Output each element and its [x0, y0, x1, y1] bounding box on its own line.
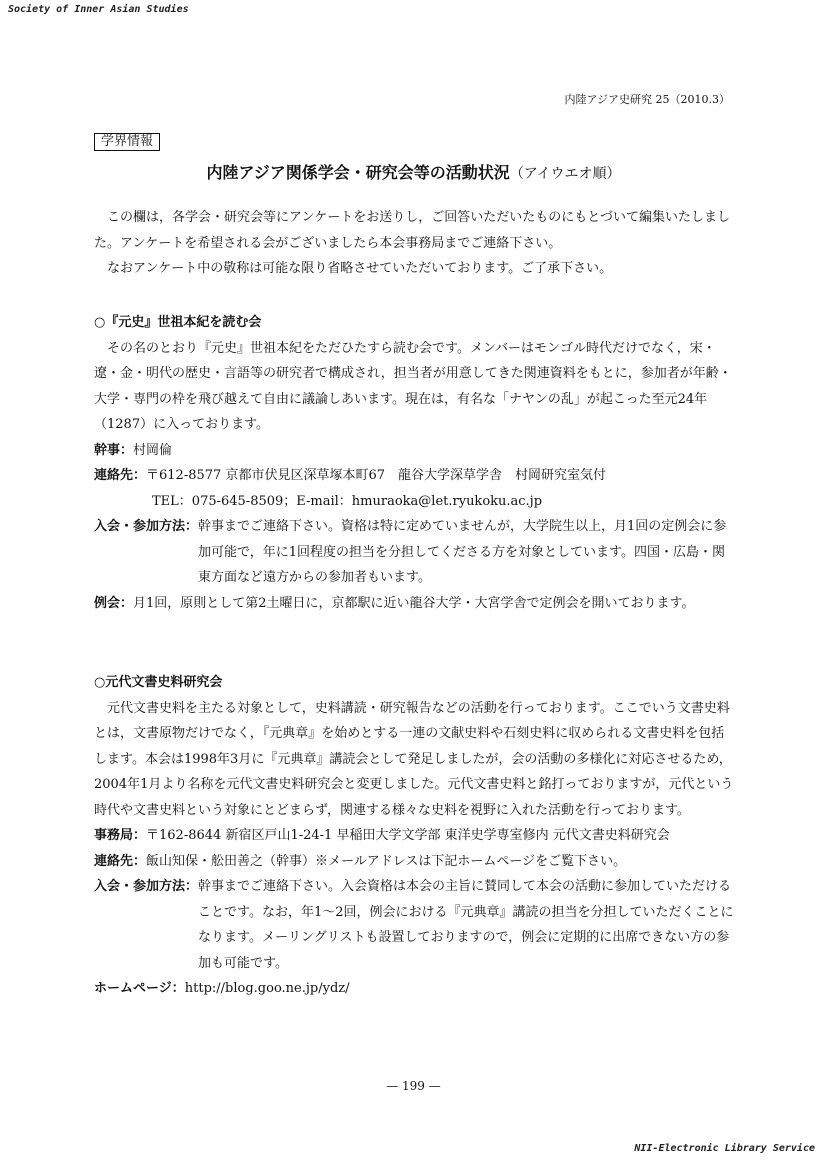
contact-tel-email: TEL：075-645-8509；E-mail：hmuraoka@let.ryukoku.ac.jp	[152, 493, 543, 509]
field-value: 〒162-8644 新宿区戸山1-24-1 早稲田大学文学部 東洋史学専室修内 元代文書史料研究会	[146, 828, 670, 843]
bottom-banner: NII-Electronic Library Service	[634, 1143, 815, 1154]
field-value: 〒612-8577 京都市伏見区深草塚本町67 龍谷大学深草学舎 村岡研究室気付	[146, 468, 606, 483]
society-heading: ○元代文書史料研究会	[94, 675, 223, 690]
field-value: 村岡倫	[133, 442, 173, 458]
society-genshi-reading-group	[94, 310, 734, 616]
field-label: 連絡先：	[94, 468, 147, 483]
intro-paragraph: なおアンケート中の敬称は可能な限り省略させていただいております。ご了承下さい。	[107, 261, 613, 276]
page-title-main: 内陸アジア関係学会・研究会等の活動状況	[206, 163, 510, 182]
journal-header: 内陸アジア史研究 25（2010.3）	[564, 93, 730, 106]
page-title-sub: （アイウエオ順）	[509, 166, 621, 182]
field-label: 例会：	[94, 595, 134, 611]
section-tag: 学界情報	[94, 133, 160, 151]
join-method-field	[94, 514, 734, 591]
field-value: 幹事までご連絡下さい。入会資格は本会の主旨に賛同して本会の活動に参加していただけることです。なお，年1～2回，例会における『元典章』講読の担当を分担していただくことになります。メーリングリストも設置しておりますので，例会に定期的に出席できない方の参加も可能です。	[198, 879, 734, 971]
contact-field	[94, 849, 734, 875]
field-label: 事務局：	[94, 828, 147, 843]
field-label: 連絡先：	[94, 853, 147, 869]
society-heading: ○『元史』世祖本紀を読む会	[94, 315, 262, 330]
field-value: 月1回，原則として第2土曜日に，京都駅に近い龍谷大学・大宮学舎で定例会を開いております。	[133, 595, 695, 611]
join-method-field	[94, 874, 734, 976]
field-label: 入会・参加方法：	[94, 879, 199, 894]
meeting-field	[94, 591, 734, 617]
field-value: 飯山知保・舩田善之（幹事）※メールアドレスは下記ホームページをご覧下さい。	[146, 853, 627, 869]
office-field	[94, 823, 734, 849]
field-label: 入会・参加方法：	[94, 519, 199, 534]
intro-section	[94, 205, 734, 282]
intro-paragraph: この欄は，各学会・研究会等にアンケートをお送りし，ご回答いただいたものにもとづいて編集いたしました。アンケートを希望される会がございましたら本会事務局までご連絡下さい。	[94, 210, 730, 251]
society-yuan-documents-group	[94, 670, 734, 1002]
homepage-field	[94, 976, 734, 1002]
society-description: その名のとおり『元史』世祖本紀をただひたすら読む会です。メンバーはモンゴル時代だけでなく，宋・遼・金・明代の歴史・言語等の研究者で構成され，担当者が用意してきた関連資料をもとに，参加者が年齢・大学・専門の枠を飛び越えて自由に議論しあいます。現在は，有名な「ナヤンの乱」が起こった至元24年（1287）に入っております。	[94, 340, 732, 432]
field-label: 幹事：	[94, 442, 134, 458]
contact-field	[94, 463, 734, 489]
page-number: — 199 —	[386, 1079, 441, 1093]
field-value: 幹事までご連絡下さい。資格は特に定めていませんが，大学院生以上，月1回の定例会に参加可能で，年に1回程度の担当を分担してくださる方を対象としています。四国・広島・関東方面など遠方からの参加者もいます。	[198, 519, 727, 585]
top-banner: Society of Inner Asian Studies	[8, 4, 189, 15]
homepage-url[interactable]: http://blog.goo.ne.jp/ydz/	[184, 981, 350, 996]
page-title	[0, 160, 827, 183]
society-description: 元代文書史料を主たる対象として，史料講読・研究報告などの活動を行っております。ここでいう文書史料とは，文書原物だけでなく，『元典章』を始めとする一連の文献史料や石刻史料に収められる文書史料を包括します。本会は1998年3月に『元典章』講読会として発足しましたが，会の活動の多様化に対応させるため，2004年1月より名称を元代文書史料研究会と変更しました。元代文書史料と銘打っておりますが，元代という時代や文書史料という対象にとどまらず，関連する様々な史料を視野に入れた活動を行っております。	[94, 700, 734, 818]
organizer-field	[94, 438, 734, 464]
field-label: ホームページ：	[94, 981, 185, 996]
